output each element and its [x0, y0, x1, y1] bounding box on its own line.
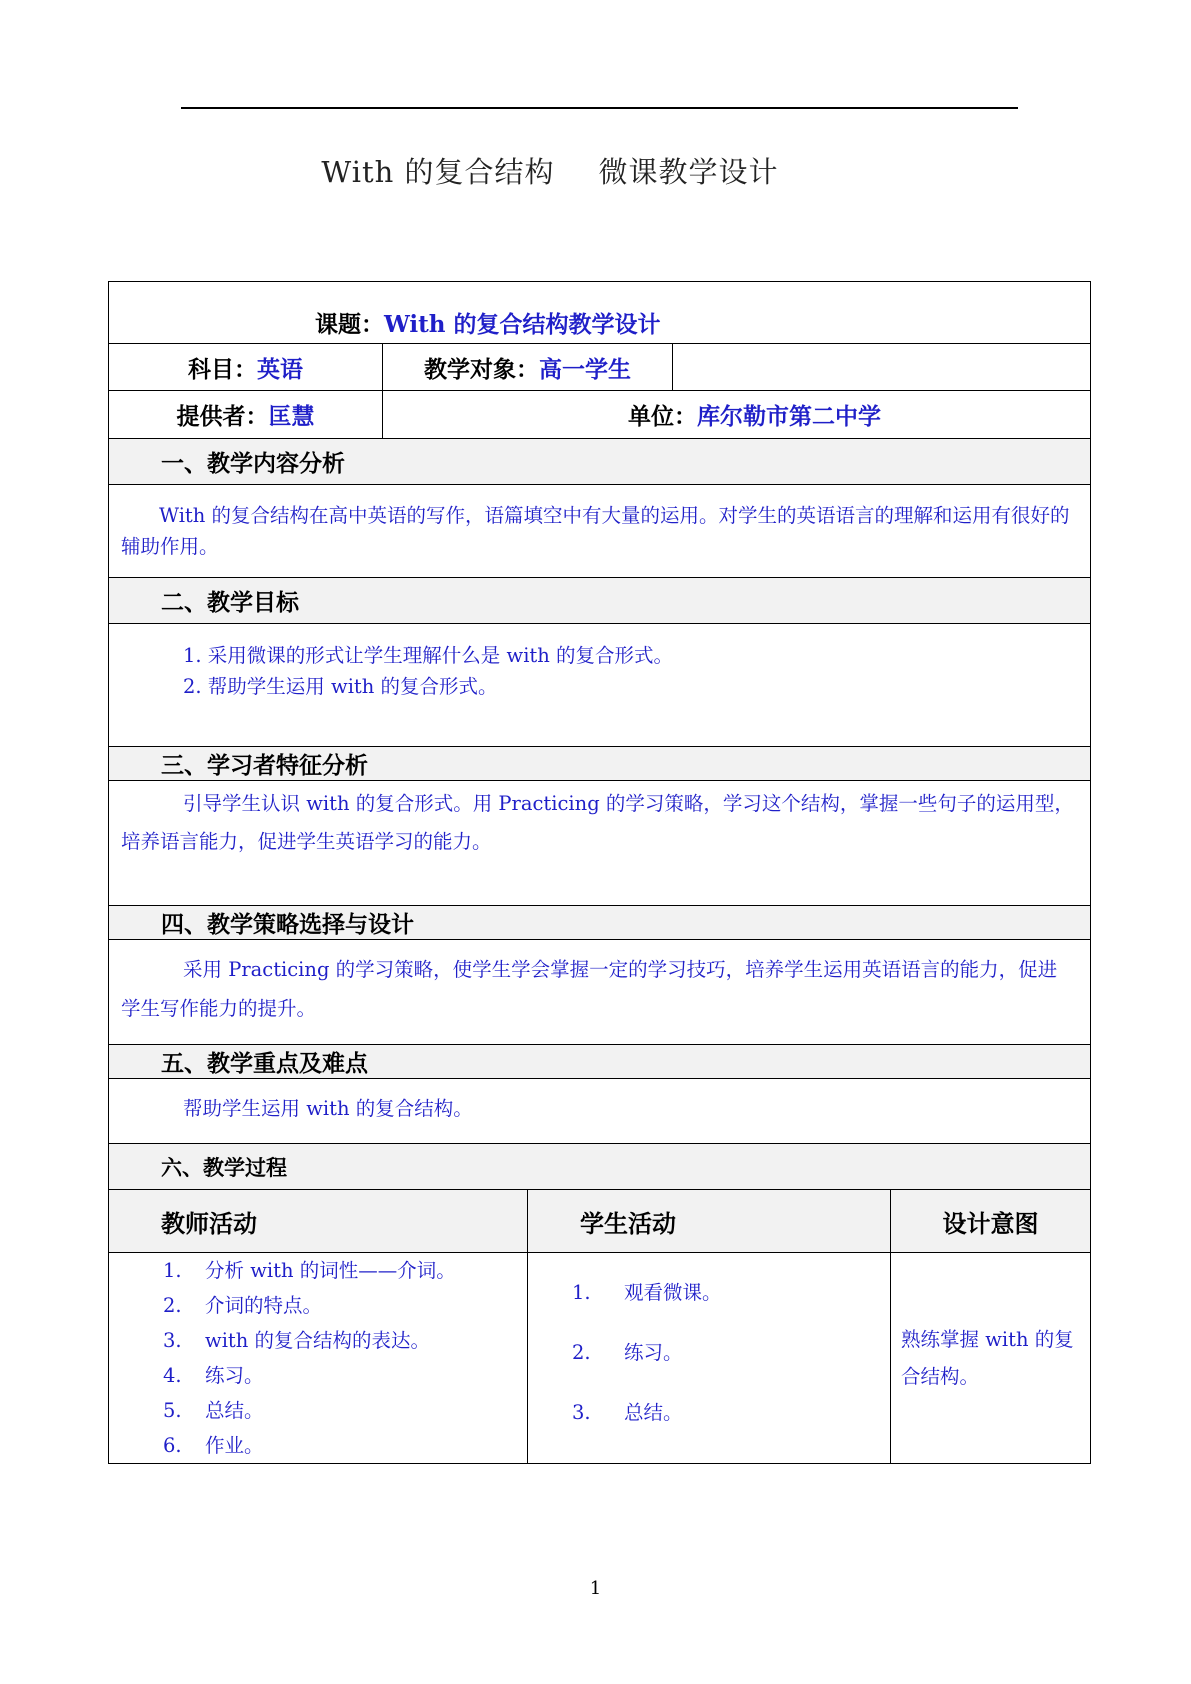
subject-cell	[109, 344, 383, 391]
section-4-heading: 四、教学策略选择与设计	[109, 906, 1091, 940]
process-header-row	[109, 1190, 1091, 1253]
audience-cell	[383, 344, 673, 391]
unit-label: 单位：	[628, 403, 697, 430]
col-teacher-activity: 教师活动	[109, 1190, 528, 1253]
design-intent-text: 熟练掌握 with 的复合结构。	[891, 1253, 1091, 1464]
title-part-1: With 的复合结构	[321, 155, 555, 189]
subject-value: 英语	[257, 355, 303, 383]
goal-item: 1. 采用微课的形式让学生理解什么是 with 的复合形式。	[183, 644, 674, 667]
unit-cell	[383, 391, 1091, 439]
section-4-text: 采用 Practicing 的学习策略，使学生学会掌握一定的学习技巧，培养学生运用英语语言的能力，促进学生写作能力的提升。	[109, 940, 1091, 1045]
section-3-header-row	[109, 747, 1091, 781]
list-item: 6. 作业。	[163, 1434, 264, 1457]
provider-label: 提供者：	[176, 403, 269, 430]
provider-value: 匡慧	[268, 403, 315, 430]
list-item: 1. 观看微课。	[572, 1281, 722, 1304]
section-4-header-row	[109, 906, 1091, 940]
title-part-2: 微课教学设计	[598, 155, 779, 189]
section-3-body-row	[109, 781, 1091, 906]
section-2-body	[109, 624, 1091, 747]
section-1-body-row	[109, 485, 1091, 578]
process-body-row	[109, 1253, 1091, 1464]
student-activity-cell	[528, 1253, 891, 1464]
list-item: 5. 总结。	[163, 1399, 264, 1422]
list-item: 2. 介词的特点。	[163, 1294, 323, 1317]
section-3-heading: 三、学习者特征分析	[109, 747, 1091, 781]
section-2-body-row	[109, 624, 1091, 747]
topic-cell	[109, 282, 1091, 344]
topic-label: 课题：	[315, 311, 384, 338]
lesson-plan-table	[108, 281, 1091, 1464]
list-item: 2. 练习。	[572, 1341, 683, 1364]
list-item: 3. 总结。	[572, 1401, 683, 1424]
list-item: 1. 分析 with 的词性——介词。	[163, 1259, 456, 1282]
section-1-heading: 一、教学内容分析	[109, 439, 1091, 485]
unit-value: 库尔勒市第二中学	[697, 403, 881, 430]
section-3-text: 引导学生认识 with 的复合形式。用 Practicing 的学习策略，学习这个结构，掌握一些句子的运用型，培养语言能力，促进学生英语学习的能力。	[109, 781, 1091, 906]
topic-value: With 的复合结构教学设计	[384, 311, 661, 338]
section-1-text: With 的复合结构在高中英语的写作，语篇填空中有大量的运用。对学生的英语语言的理解和运用有很好的辅助作用。	[109, 485, 1091, 578]
section-2-header-row	[109, 578, 1091, 624]
teacher-activity-cell	[109, 1253, 528, 1464]
student-activity-list	[572, 1263, 890, 1443]
col-design-intent: 设计意图	[891, 1190, 1091, 1253]
list-item: 3. with 的复合结构的表达。	[163, 1329, 431, 1352]
page-number: 1	[589, 1578, 602, 1599]
section-4-body-row	[109, 940, 1091, 1045]
document-title	[0, 150, 1100, 191]
list-item: 4. 练习。	[163, 1364, 264, 1387]
section-6-heading: 六、教学过程	[109, 1144, 1091, 1190]
subject-row	[109, 344, 1091, 391]
topic-row	[109, 282, 1091, 344]
section-5-body-row	[109, 1079, 1091, 1144]
empty-cell	[673, 344, 1091, 391]
audience-label: 教学对象：	[424, 355, 539, 383]
provider-cell	[109, 391, 383, 439]
section-5-heading: 五、教学重点及难点	[109, 1045, 1091, 1079]
header-rule	[181, 107, 1018, 109]
section-2-heading: 二、教学目标	[109, 578, 1091, 624]
provider-row	[109, 391, 1091, 439]
section-6-header-row	[109, 1144, 1091, 1190]
section-1-header-row	[109, 439, 1091, 485]
subject-label: 科目：	[188, 355, 257, 383]
col-student-activity: 学生活动	[528, 1190, 891, 1253]
section-5-header-row	[109, 1045, 1091, 1079]
audience-value: 高一学生	[539, 355, 631, 383]
teacher-activity-list	[163, 1253, 527, 1463]
section-5-text: 帮助学生运用 with 的复合结构。	[109, 1079, 1091, 1144]
goal-item: 2. 帮助学生运用 with 的复合形式。	[183, 675, 498, 698]
